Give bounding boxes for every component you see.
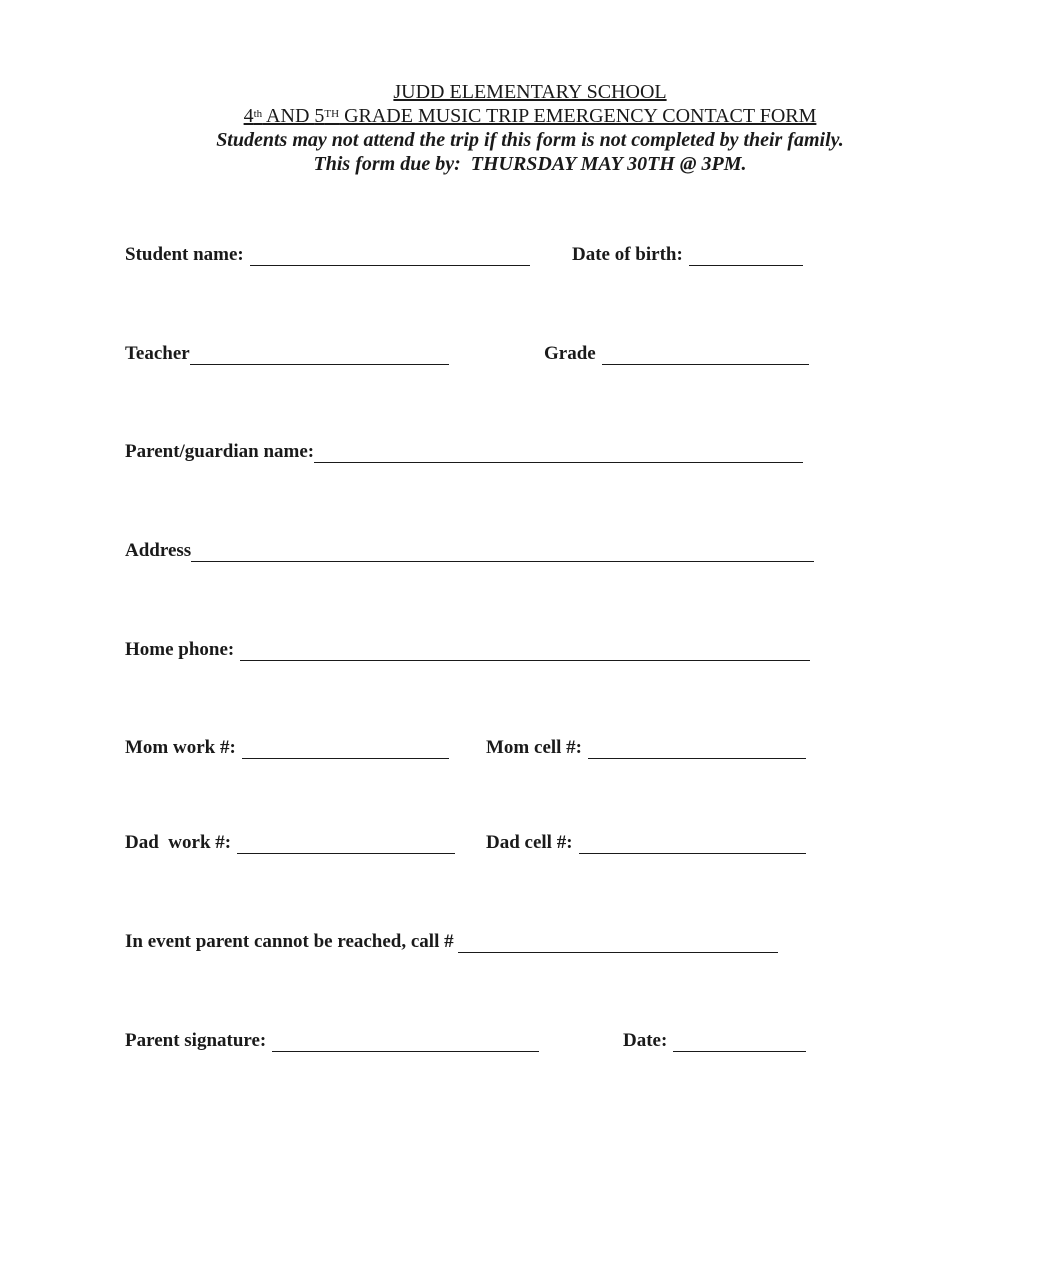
date-of-birth-label: Date of birth:: [572, 244, 683, 265]
address-blank[interactable]: [191, 539, 814, 562]
dad-work-label: Dad work #:: [125, 832, 232, 853]
form-title: [0, 104, 1060, 128]
home-phone-label: Home phone:: [125, 639, 235, 660]
address-label: Address: [125, 540, 192, 561]
parent-name-field: [125, 437, 803, 463]
parent-name-blank[interactable]: [314, 440, 803, 463]
mom-cell-label: Mom cell #:: [486, 737, 583, 758]
grade-blank[interactable]: [602, 342, 809, 365]
grade-label: Grade: [544, 343, 596, 364]
dad-cell-blank[interactable]: [579, 831, 806, 854]
home-phone-field: [125, 635, 810, 661]
teacher-field: [125, 339, 449, 365]
alt-contact-blank[interactable]: [458, 930, 778, 953]
grade-5-suffix: TH: [324, 108, 340, 120]
mom-work-label: Mom work #:: [125, 737, 236, 758]
parent-signature-label: Parent signature:: [125, 1030, 267, 1051]
address-field: [125, 536, 814, 562]
dad-work-blank[interactable]: [237, 831, 455, 854]
mom-work-blank[interactable]: [242, 736, 449, 759]
title-and: AND: [262, 105, 315, 127]
dad-cell-field: [486, 828, 806, 854]
grade-4-suffix: th: [253, 108, 263, 120]
grade-field: [544, 339, 809, 365]
form-header: [0, 80, 1060, 176]
attendance-notice: Students may not attend the trip if this form is not completed by their family.: [216, 129, 844, 151]
student-name-label: Student name:: [125, 244, 244, 265]
dad-work-field: [125, 828, 455, 854]
mom-cell-blank[interactable]: [588, 736, 806, 759]
alt-contact-field: [125, 927, 778, 953]
alt-contact-label: In event parent cannot be reached, call #: [125, 931, 454, 952]
date-of-birth-blank[interactable]: [689, 243, 803, 266]
parent-name-label: Parent/guardian name:: [125, 441, 315, 462]
student-name-blank[interactable]: [250, 243, 530, 266]
parent-signature-field: [125, 1026, 539, 1052]
mom-work-field: [125, 733, 449, 759]
title-rest: GRADE MUSIC TRIP EMERGENCY CONTACT FORM: [339, 105, 817, 127]
home-phone-blank[interactable]: [240, 638, 810, 661]
dad-cell-label: Dad cell #:: [486, 832, 573, 853]
grade-4-number: 4: [243, 105, 254, 127]
due-date: THURSDAY MAY 30TH @ 3PM.: [470, 153, 747, 175]
parent-signature-blank[interactable]: [272, 1029, 539, 1052]
student-name-field: [125, 240, 530, 266]
mom-cell-field: [486, 733, 806, 759]
date-field: [623, 1026, 806, 1052]
school-name: JUDD ELEMENTARY SCHOOL: [393, 81, 667, 103]
grade-5-number: 5: [314, 105, 325, 127]
date-of-birth-field: [572, 240, 803, 266]
date-blank[interactable]: [673, 1029, 806, 1052]
teacher-label: Teacher: [125, 343, 190, 364]
due-date-line: [0, 152, 1060, 176]
date-label: Date:: [623, 1030, 668, 1051]
teacher-blank[interactable]: [190, 342, 449, 365]
due-label: This form due by:: [313, 153, 461, 175]
